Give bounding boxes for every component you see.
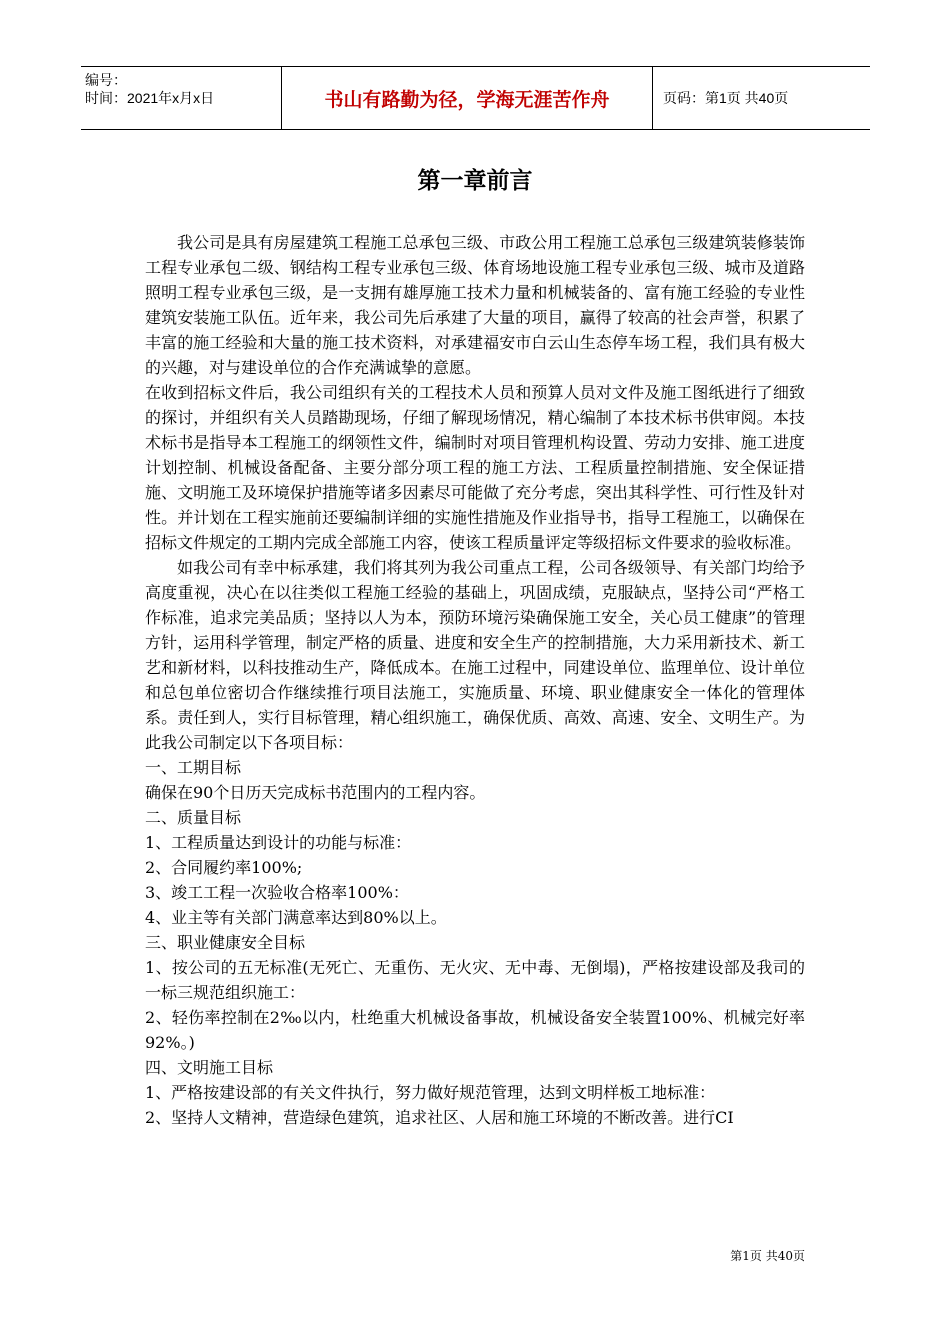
paragraph-tender: 在收到招标文件后，我公司组织有关的工程技术人员和预算人员对文件及施工图纸进行了细致的探讨，并组织有关人员踏勘现场，仔细了解现场情况，精心编制了本技术标书供审阅。本技术标书是指导本工程施工的纲领性文件，编制时对项目管理机构设置、劳动力安排、施工进度计划控制、机械设备配备、主要分部分项工程的施工方法、工程质量控制措施、安全保证措施、文明施工及环境保护措施等诸多因素尽可能做了充分考虑，突出其科学性、可行性及针对性。并计划在工程实施前还要编制详细的实施性措施及作业指导书，指导工程施工，以确保在招标文件规定的工期内完成全部施工内容，使该工程质量评定等级招标文件要求的验收标准。 xyxy=(145,383,805,552)
document-date: 时间：2021年x月x日 xyxy=(85,90,215,106)
paragraph-intro: 我公司是具有房屋建筑工程施工总承包三级、市政公用工程施工总承包三级建筑装修装饰工程专业承包二级、钢结构工程专业承包三级、体育场地设施工程专业承包三级、城市及道路照明工程专业承包三级，是一支拥有雄厚施工技术力量和机械装备的、富有施工经验的专业性建筑安装施工队伍。近年来，我公司先后承建了大量的项目，赢得了较高的社会声誉，积累了丰富的施工经验和大量的施工技术资料，对承建福安市白云山生态停车场工程，我们具有极大的兴趣，对与建设单位的合作充满诚挚的意愿。 xyxy=(145,233,805,377)
list-item: 确保在90个日历天完成标书范围内的工程内容。 xyxy=(145,783,486,802)
header-meta xyxy=(81,67,281,129)
chapter-title: 第一章前言 xyxy=(417,168,533,194)
list-item: 2、坚持人文精神，营造绿色建筑，追求社区、人居和施工环境的不断改善。进行CI xyxy=(145,1108,734,1127)
section-heading: 一、工期目标 xyxy=(145,758,242,777)
header-motto: 书山有路勤为径，学海无涯苦作舟 xyxy=(281,67,653,129)
list-item: 4、业主等有关部门满意率达到80%以上。 xyxy=(145,908,447,927)
section-heading: 二、质量目标 xyxy=(145,808,242,827)
list-item: 1、按公司的五无标准(无死亡、无重伤、无火灾、无中毒、无倒塌)，严格按建设部及我司的一标三规范组织施工： xyxy=(145,958,805,1002)
document-body xyxy=(145,230,805,1130)
section-heading: 三、职业健康安全目标 xyxy=(145,933,306,952)
list-item: 2、轻伤率控制在2‰以内，杜绝重大机械设备事故，机械设备安全装置100%、机械完好率92%。) xyxy=(145,1008,805,1052)
list-item: 3、竣工工程一次验收合格率100%： xyxy=(145,883,409,902)
list-item: 1、工程质量达到设计的功能与标准： xyxy=(145,833,412,852)
page-header xyxy=(81,66,870,130)
list-item: 2、合同履约率100%; xyxy=(145,858,303,877)
section-heading: 四、文明施工目标 xyxy=(145,1058,274,1077)
page-footer: 第1页 共40页 xyxy=(730,1249,805,1263)
header-page-number: 页码：第1页 共40页 xyxy=(663,90,789,106)
paragraph-commitment: 如我公司有幸中标承建，我们将其列为我公司重点工程，公司各级领导、有关部门均给予高度重视，决心在以往类似工程施工经验的基础上，巩固成绩，克服缺点，坚持公司“严格工作标准，追求完美品质；坚持以人为本，预防环境污染确保施工安全，关心员工健康”的管理方针，运用科学管理，制定严格的质量、进度和安全生产的控制措施，大力采用新技术、新工艺和新材料，以科技推动生产，降低成本。在施工过程中，同建设单位、监理单位、设计单位和总包单位密切合作继续推行项目法施工，实施质量、环境、职业健康安全一体化的管理体系。责任到人，实行目标管理，精心组织施工，确保优质、高效、高速、安全、文明生产。为此我公司制定以下各项目标： xyxy=(145,558,805,752)
list-item: 1、严格按建设部的有关文件执行，努力做好规范管理，达到文明样板工地标准： xyxy=(145,1083,716,1102)
document-number: 编号： xyxy=(85,72,127,88)
